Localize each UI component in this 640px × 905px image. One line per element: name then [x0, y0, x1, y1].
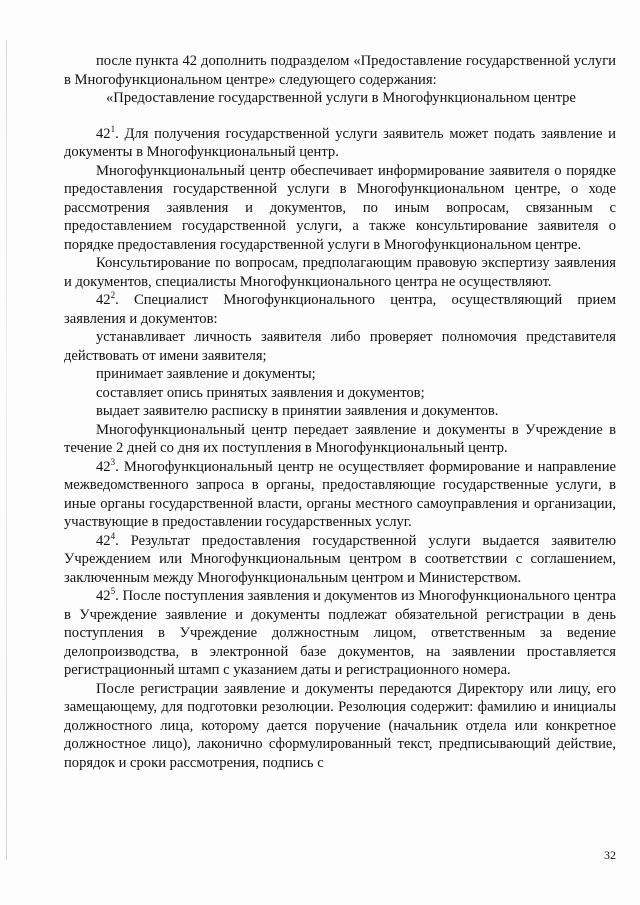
- clause-number: 42: [96, 458, 111, 475]
- scan-edge: [6, 40, 7, 860]
- clause-superscript: 2: [110, 290, 116, 300]
- clause-superscript: 5: [110, 586, 116, 596]
- paragraph-p42-2-c: [64, 384, 616, 403]
- paragraph-text: составляет опись принятых заявления и документов;: [96, 384, 425, 401]
- clause-number: 42: [96, 588, 111, 604]
- paragraph-text: «Предоставление государственной услуги в Многофункциональном центре: [106, 90, 576, 106]
- paragraph-p42-2-b: [64, 365, 616, 384]
- paragraph-text: устанавливает личность заявителя либо проверяет полномочия представителя действовать от имени заявителя;: [64, 329, 616, 364]
- paragraph-text: принимает заявление и документы;: [96, 366, 316, 382]
- paragraph-p42-1-c: [64, 254, 616, 291]
- paragraph-text: Консультирование по вопросам, предполагающим правовую экспертизу заявления и документов, специалисты Многофункционального центра не осуществляют.: [64, 255, 616, 290]
- page-number: 32: [604, 848, 616, 862]
- paragraph-p42-2-d: [64, 402, 616, 421]
- paragraph-intro: [64, 52, 616, 89]
- paragraph-p42-5: [64, 587, 616, 680]
- paragraph-heading: [64, 89, 616, 108]
- clause-superscript: 1: [110, 123, 116, 134]
- paragraph-text: после пункта 42 дополнить подразделом «Предоставление государственной услуги в Многофункциональном центре» следующего содержания:: [64, 53, 616, 88]
- paragraph-p42-1: [64, 125, 616, 162]
- paragraph-p42-4: [64, 532, 616, 588]
- clause-superscript: 3: [110, 456, 116, 467]
- paragraph-text: . Результат предоставления государственной услуги выдается заявителю Учреждением или Многофункциональным центром в соответствии с соглашением, заключенным между Многофункциональным центром и Министерством.: [64, 532, 616, 586]
- paragraph-text: . Многофункциональный центр не осуществляет формирование и направление межведомственного запроса в органы, предоставляющие государственные услуги, в иные органы государственной власти, органы местного самоуправления и организации, участвующие в предоставлении государственных услуг.: [64, 458, 616, 530]
- clause-number: 42: [96, 125, 111, 142]
- clause-number: 42: [96, 292, 111, 308]
- paragraph-p42-5-b: [64, 680, 616, 773]
- paragraph-text: . Специалист Многофункционального центра, осуществляющий прием заявления и документов:: [64, 292, 616, 327]
- clause-number: 42: [96, 532, 111, 549]
- paragraph-text: . Для получения государственной услуги заявитель может подать заявление и документы в Многофункциональный центр.: [64, 125, 616, 160]
- paragraph-p42-2: [64, 291, 616, 328]
- paragraph-text: выдает заявителю расписку в принятии заявления и документов.: [96, 403, 499, 419]
- paragraph-text: . После поступления заявления и документов из Многофункционального центра в Учреждение заявление и документы подлежат обязательной регистрации в день поступления в Учреждение должностным лицом, ответственным за ведение делопроизводства, в электронной базе документов, на заявлении проставляется регистрационный штамп с указанием даты и регистрационного номера.: [64, 588, 616, 678]
- clause-superscript: 4: [110, 530, 116, 541]
- paragraph-p42-3: [64, 458, 616, 532]
- document-body: [64, 52, 616, 772]
- paragraph-p42-1-b: [64, 162, 616, 255]
- paragraph-p42-2-a: [64, 328, 616, 365]
- paragraph-text: После регистрации заявление и документы передаются Директору или лицу, его замещающему, для подготовки резолюции. Резолюция содержит: фамилию и инициалы должностного лица, которому дается поручение (начальник отдела или конкретное должностное лицо), лаконично сформулированный текст, предписывающий действие, порядок и сроки рассмотрения, подпись с: [64, 680, 616, 771]
- paragraph-text: Многофункциональный центр передает заявление и документы в Учреждение в течение 2 дней со дня их поступления в Многофункциональный центр.: [64, 421, 616, 456]
- paragraph-p42-2-e: [64, 421, 616, 458]
- paragraph-text: Многофункциональный центр обеспечивает информирование заявителя о порядке предоставления государственной услуги в Многофункциональном центре, о ходе рассмотрения заявления и документов, по иным вопросам, связанным с предоставлением государственной услуги, а также консультирование заявителя о порядке предоставления государственной услуги в Многофункциональном центре.: [64, 162, 616, 253]
